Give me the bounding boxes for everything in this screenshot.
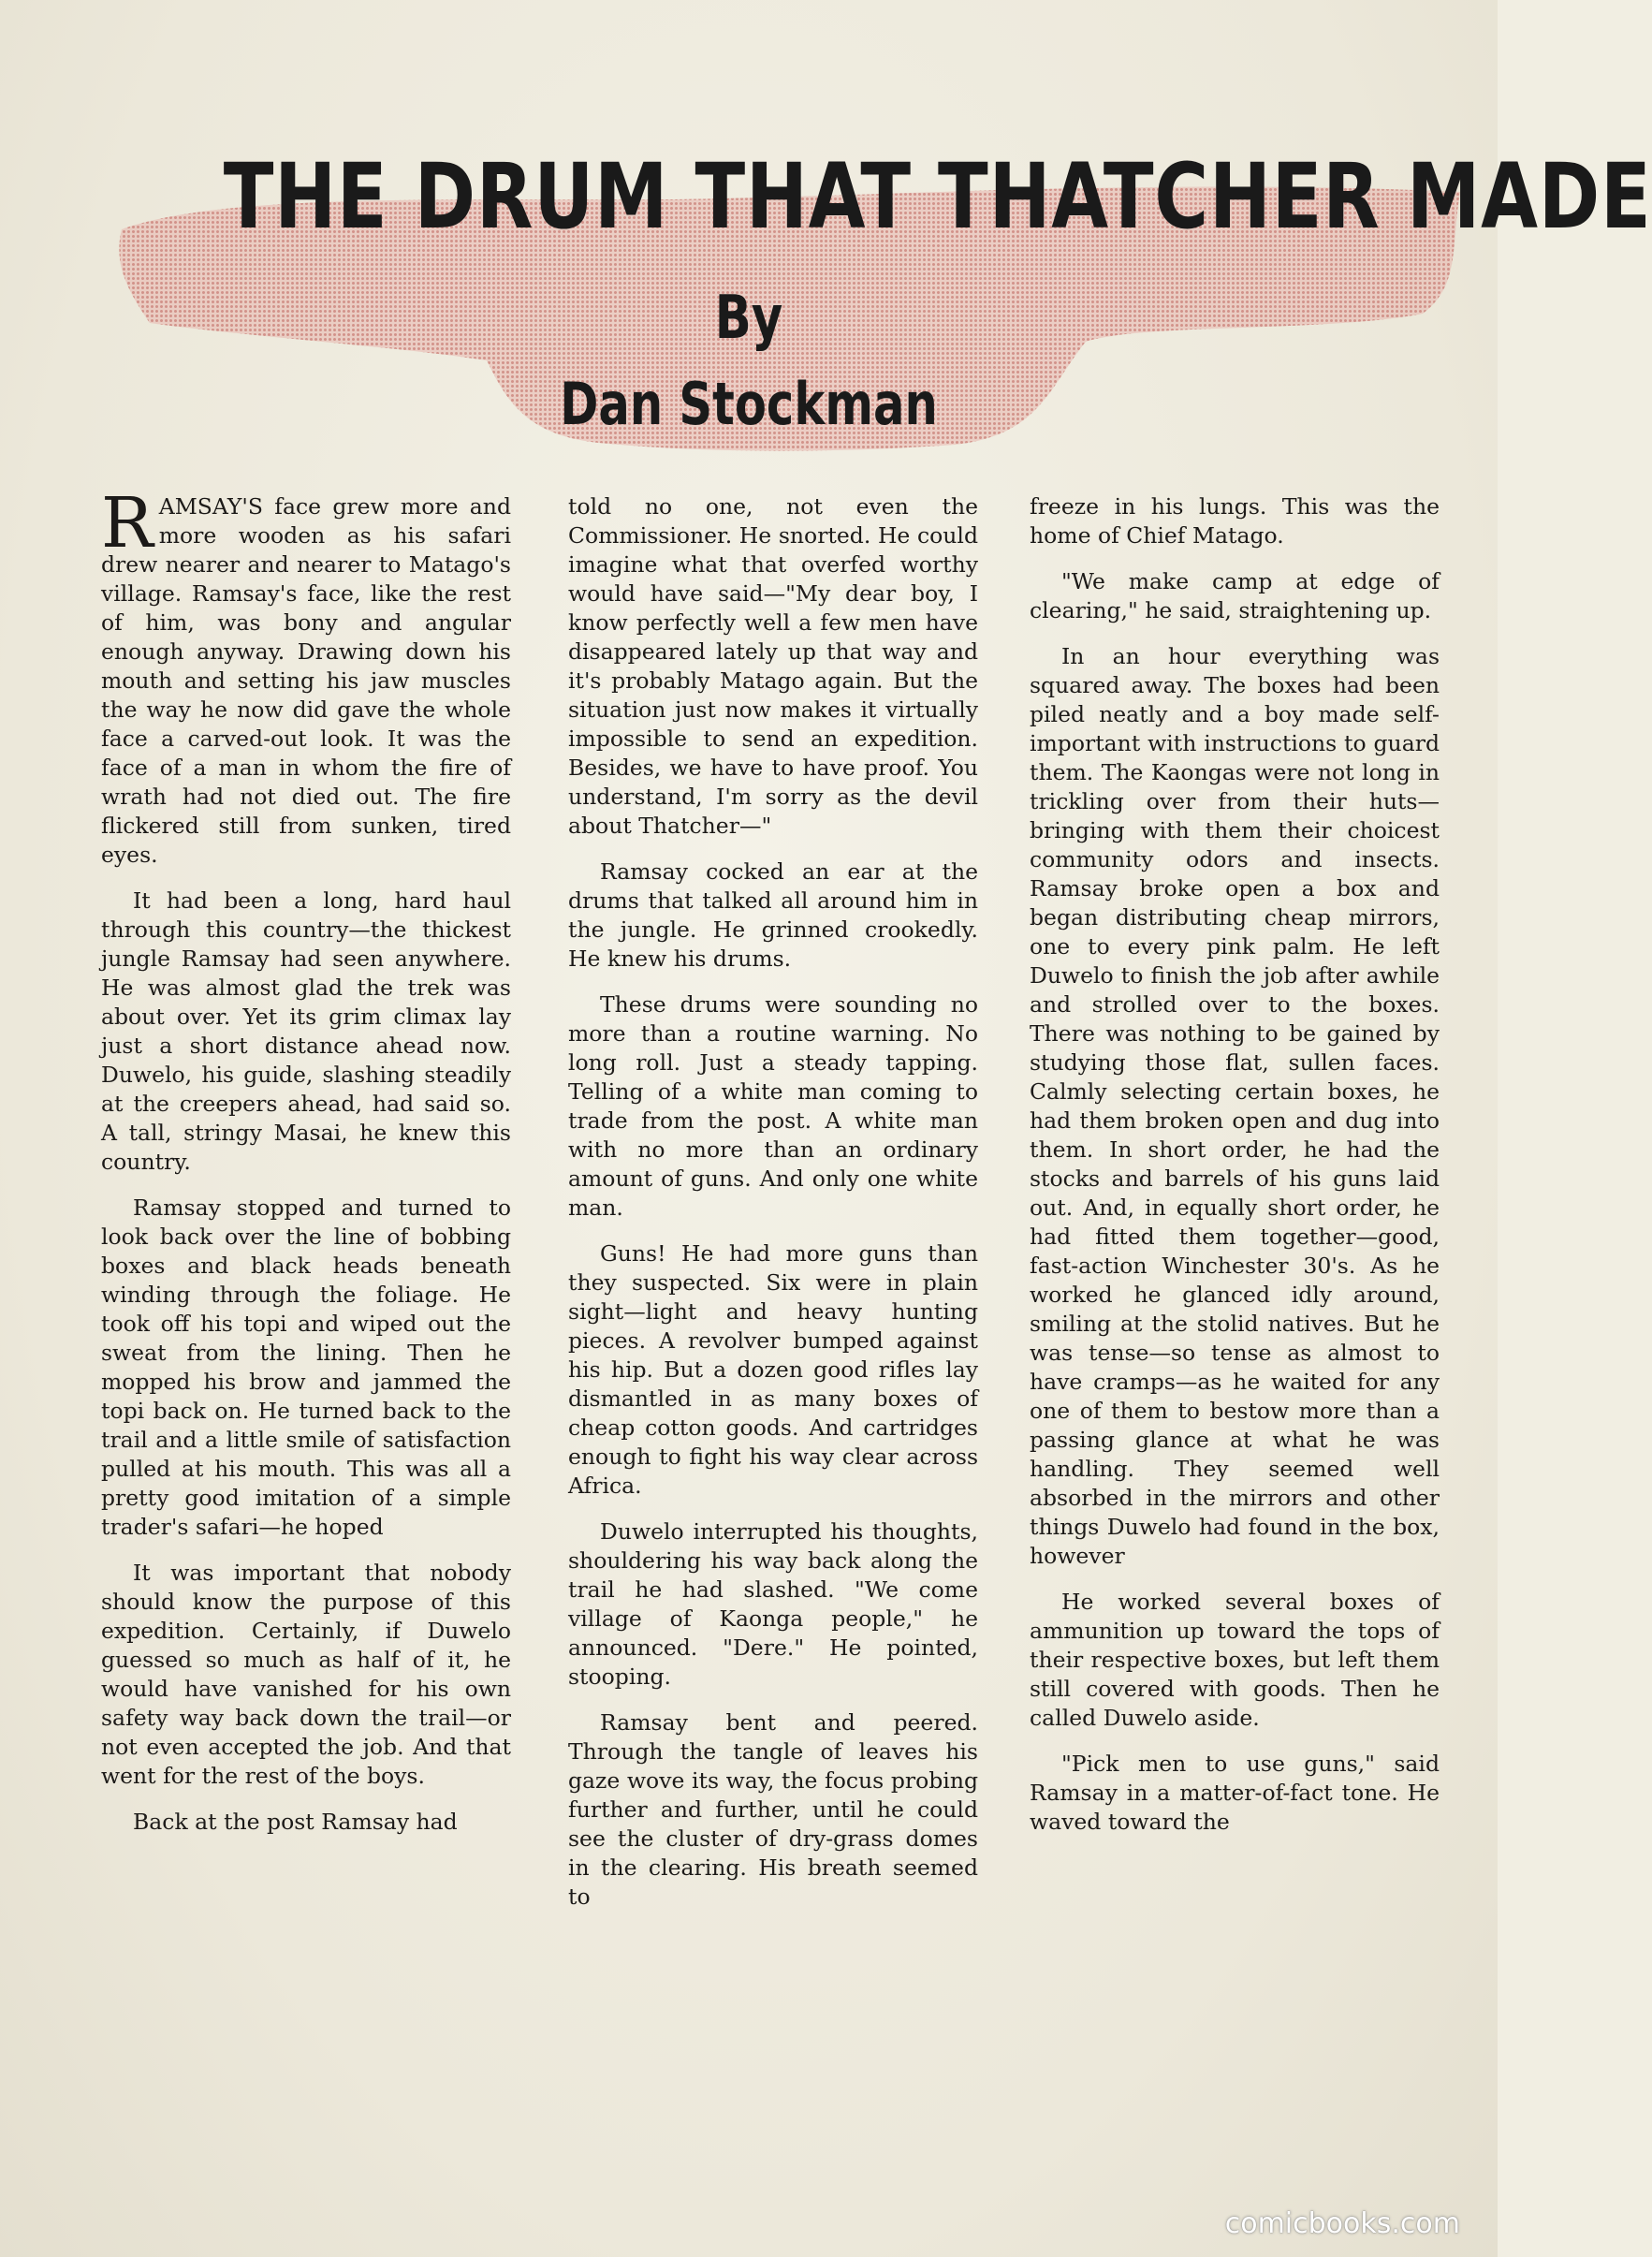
paragraph: "We make camp at edge of clearing," he said, straightening up.	[1030, 568, 1440, 623]
paragraph: It had been a long, hard haul through this country—the thickest jungle Ramsay had seen anywhere. He was almost glad the trek was about over. Yet its grim climax lay just a short distance ahead now. Duwelo, his guide, slashing steadily at the creepers ahead, had said so. A tall, stringy Masai, he knew this country.	[101, 887, 511, 1175]
paragraph: In an hour everything was squared away. The boxes had been piled neatly and a boy made self-important with instructions to guard them. The Kaongas were not long in trickling over from their huts—bringing with them their choicest community odors and insects. Ramsay broke open a box and began distributing cheap mirrors, one to every pink palm. He left Duwelo to finish the job after awhile and strolled over to the boxes. There was nothing to be gained by studying those flat, sullen faces. Calmly selecting certain boxes, he had them broken open and dug into them. In short order, he had the stocks and barrels of his guns laid out. And, in equally short order, he had fitted them together—good, fast-action Winchester 30's. As he worked he glanced idly around, smiling at the stolid natives. But he was tense—so tense as almost to have cramps—as he waited for any one of them to bestow more than a passing glance at what he was handling. They seemed well absorbed in the mirrors and other things Duwelo had found in the box, however	[1030, 643, 1440, 1569]
text-column-2	[568, 492, 978, 1928]
article-title: THE DRUM THAT THATCHER MADE	[223, 144, 1652, 249]
paragraph: Ramsay cocked an ear at the drums that talked all around him in the jungle. He grinned crookedly. He knew his drums.	[568, 858, 978, 972]
text-column-1	[101, 483, 511, 1854]
paragraph: Duwelo interrupted his thoughts, shouldering his way back along the trail he had slashed. "We come village of Kaonga people," he announced. "Dere." He pointed, stooping.	[568, 1518, 978, 1690]
paragraph: Ramsay bent and peered. Through the tangle of leaves his gaze wove its way, the focus probing further and further, until he could see the cluster of dry-grass domes in the clearing. His breath seemed to	[568, 1709, 978, 1910]
paragraph: told no one, not even the Commissioner. He snorted. He could imagine what that overfed worthy would have said—"My dear boy, I know perfectly well a few men have disappeared lately up that way and it's probably Matago again. But the situation just now makes it virtually impossible to send an expedition. Besides, we have to have proof. You understand, I'm sorry as the devil about Thatcher—"	[568, 493, 978, 839]
paragraph: "Pick men to use guns," said Ramsay in a matter-of-fact tone. He waved toward the	[1030, 1751, 1440, 1835]
paragraph: Guns! He had more guns than they suspected. Six were in plain sight—light and heavy hunting pieces. A revolver bumped against his hip. But a dozen good rifles lay dismantled in as many boxes of cheap cotton goods. And cartridges enough to fight his way clear across Africa.	[568, 1240, 978, 1499]
paragraph: freeze in his lungs. This was the home of Chief Matago.	[1030, 493, 1440, 549]
drop-cap: R	[101, 483, 154, 564]
byline-by: By	[714, 284, 783, 353]
watermark: comicbooks.com	[1224, 2207, 1460, 2240]
paragraph: Back at the post Ramsay had	[133, 1809, 458, 1835]
paragraph: It was important that nobody should know the purpose of this expedition. Certainly, if Duwelo guessed so much as half of it, he would have vanished for his own safety way back down the trail—or not even accepted the job. And that went for the rest of the boys.	[101, 1560, 511, 1789]
text-column-3	[1030, 492, 1440, 1854]
paragraph: These drums were sounding no more than a routine warning. No long roll. Just a steady tapping. Telling of a white man coming to trade from the post. A white man with no more than an ordinary amount of guns. And only one white man.	[568, 991, 978, 1221]
paragraph: He worked several boxes of ammunition up toward the tops of their respective boxes, but left them still covered with goods. Then he called Duwelo aside.	[1030, 1589, 1440, 1731]
paragraph: RAMSAY'S face grew more and more wooden as his safari drew nearer and nearer to Matago's village. Ramsay's face, like the rest of him, was bony and angular enough anyway. Drawing down his mouth and setting his jaw muscles the way he now did gave the whole face a carved-out look. It was the face of a man in whom the fire of wrath had not died out. The fire flickered still from sunken, tired eyes.	[101, 483, 511, 868]
author-name: Dan Stockman	[560, 370, 938, 438]
paragraph: Ramsay stopped and turned to look back over the line of bobbing boxes and black heads beneath winding through the foliage. He took off his topi and wiped out the sweat from the lining. Then he mopped his brow and jammed the topi back on. He turned back to the trail and a little smile of satisfaction pulled at his mouth. This was all a pretty good imitation of a simple trader's safari—he hoped	[101, 1194, 511, 1540]
